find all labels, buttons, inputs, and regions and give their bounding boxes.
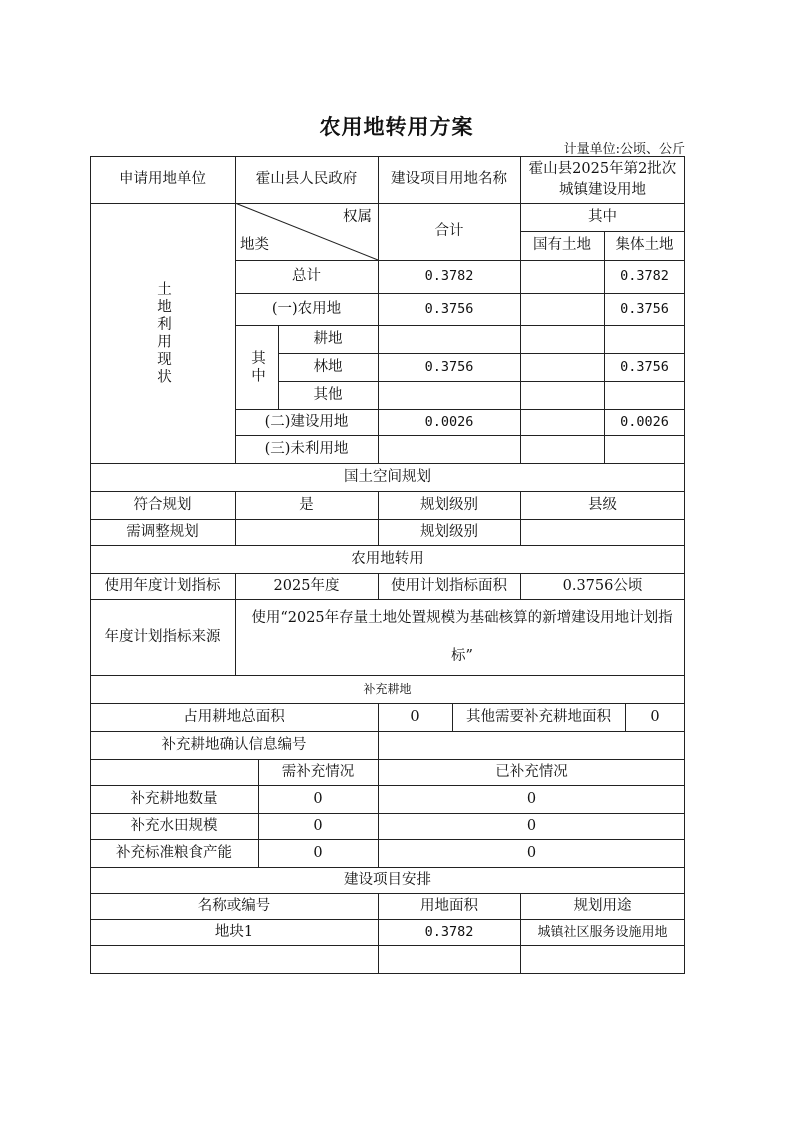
row-arable-label: 耕地 [313, 330, 343, 347]
conversion-section-title: 农用地转用 [351, 550, 424, 567]
occupied-arable-label: 占用耕地总面积 [183, 708, 285, 725]
row-forest-label: 林地 [313, 358, 343, 375]
other-supplement-value: 0 [650, 708, 660, 725]
state-land-label: 国有土地 [533, 237, 591, 253]
plan-source-value: 使用“2025年存量土地处置规模为基础核算的新增建设用地计划指标” [251, 610, 673, 664]
row-arable-collective [604, 325, 685, 353]
row-construction-collective: 0.0026 [620, 413, 669, 430]
row-other-state [520, 381, 604, 409]
row-other-sum [378, 381, 520, 409]
row-total-state [520, 260, 604, 293]
confirm-number-value [378, 731, 685, 759]
project-row-area [378, 945, 520, 973]
need-supplement-label: 需补充情况 [281, 763, 355, 780]
row-agri-label: (一)农用地 [271, 300, 342, 317]
planning-level-label: 规划级别 [420, 496, 478, 513]
conform-label: 符合规划 [133, 496, 192, 513]
project-name-col: 名称或编号 [197, 897, 271, 914]
row-arable-sum [378, 325, 520, 353]
supplement-row-label: 补充耕地数量 [130, 790, 218, 807]
row-total-label: 总计 [292, 268, 321, 284]
row-arable-state [520, 325, 604, 353]
supplement-row-label: 补充水田规模 [130, 817, 218, 834]
plan-area-label: 使用计划指标面积 [391, 577, 507, 594]
project-use-col: 规划用途 [573, 897, 632, 914]
among-label: 其中 [588, 208, 617, 225]
adjust-level-value [520, 519, 685, 545]
page-title: 农用地转用方案 [319, 114, 474, 139]
row-agri-collective: 0.3756 [620, 300, 669, 317]
project-row-area: 0.3782 [424, 923, 474, 940]
land-use-side-label: 土地利用现状 [155, 280, 171, 386]
row-other-collective [604, 381, 685, 409]
row-other-label: 其他 [313, 386, 343, 403]
adjust-level-label: 规划级别 [420, 523, 478, 540]
plan-year-label: 使用年度计划指标 [104, 577, 221, 594]
plan-year-value: 2025年度 [273, 577, 340, 594]
supplement-section-title: 补充耕地 [363, 681, 412, 696]
project-row-use: 城镇社区服务设施用地 [537, 924, 668, 940]
project-row-name: 地块1 [214, 923, 254, 940]
supplement-row-need: 0 [313, 790, 323, 807]
conform-value: 是 [299, 496, 314, 513]
ownership-label: 权属 [343, 208, 372, 225]
applicant-label: 申请用地单位 [119, 171, 206, 187]
project-name-label: 建设项目用地名称 [391, 171, 507, 187]
unit-note: 计量单位:公顷、公斤 [563, 142, 685, 157]
row-forest-sum: 0.3756 [424, 358, 474, 375]
project-row-name [90, 945, 378, 973]
occupied-arable-value: 0 [410, 708, 420, 725]
adjust-label: 需调整规划 [126, 523, 199, 540]
row-agri-state [520, 293, 604, 325]
project-row-use [520, 945, 685, 973]
projects-section-title: 建设项目安排 [344, 871, 431, 888]
other-supplement-label: 其他需要补充耕地面积 [466, 708, 611, 725]
row-agri-sum: 0.3756 [424, 300, 474, 317]
supplement-row-label: 补充标准粮食产能 [116, 844, 232, 861]
supplement-row-done: 0 [526, 790, 537, 807]
row-forest-state [520, 353, 604, 381]
supplement-row-need: 0 [313, 844, 323, 861]
row-construction-sum: 0.0026 [424, 413, 474, 430]
plan-area-value: 0.3756公顷 [562, 577, 643, 594]
row-total-sum: 0.3782 [424, 268, 474, 284]
done-supplement-label: 已补充情况 [495, 763, 568, 780]
row-unused-state [520, 435, 604, 463]
confirm-number-label: 补充耕地确认信息编号 [161, 736, 307, 753]
project-area-col: 用地面积 [420, 897, 478, 914]
planning-section-title: 国土空间规划 [344, 468, 431, 485]
row-forest-collective: 0.3756 [620, 358, 669, 375]
row-construction-label: (二)建设用地 [264, 413, 349, 430]
row-unused-sum [378, 435, 520, 463]
landtype-label: 地类 [240, 236, 269, 253]
plan-source-label: 年度计划指标来源 [104, 628, 221, 645]
row-unused-collective [604, 435, 685, 463]
adjust-value [235, 519, 378, 545]
project-name-value: 霍山县2025年第2批次城镇建设用地 [528, 160, 677, 198]
applicant-value: 霍山县人民政府 [255, 171, 358, 187]
total-col-label: 合计 [434, 223, 464, 239]
among-row-label: 其中 [249, 349, 265, 385]
supplement-row-done: 0 [526, 844, 537, 861]
supplement-row-need: 0 [313, 817, 323, 834]
collective-land-label: 集体土地 [615, 237, 674, 253]
supplement-row-done: 0 [526, 817, 537, 834]
row-total-collective: 0.3782 [620, 268, 669, 284]
planning-level-value: 县级 [588, 496, 617, 513]
row-construction-state [520, 409, 604, 435]
row-unused-label: (三)未利用地 [264, 440, 349, 457]
